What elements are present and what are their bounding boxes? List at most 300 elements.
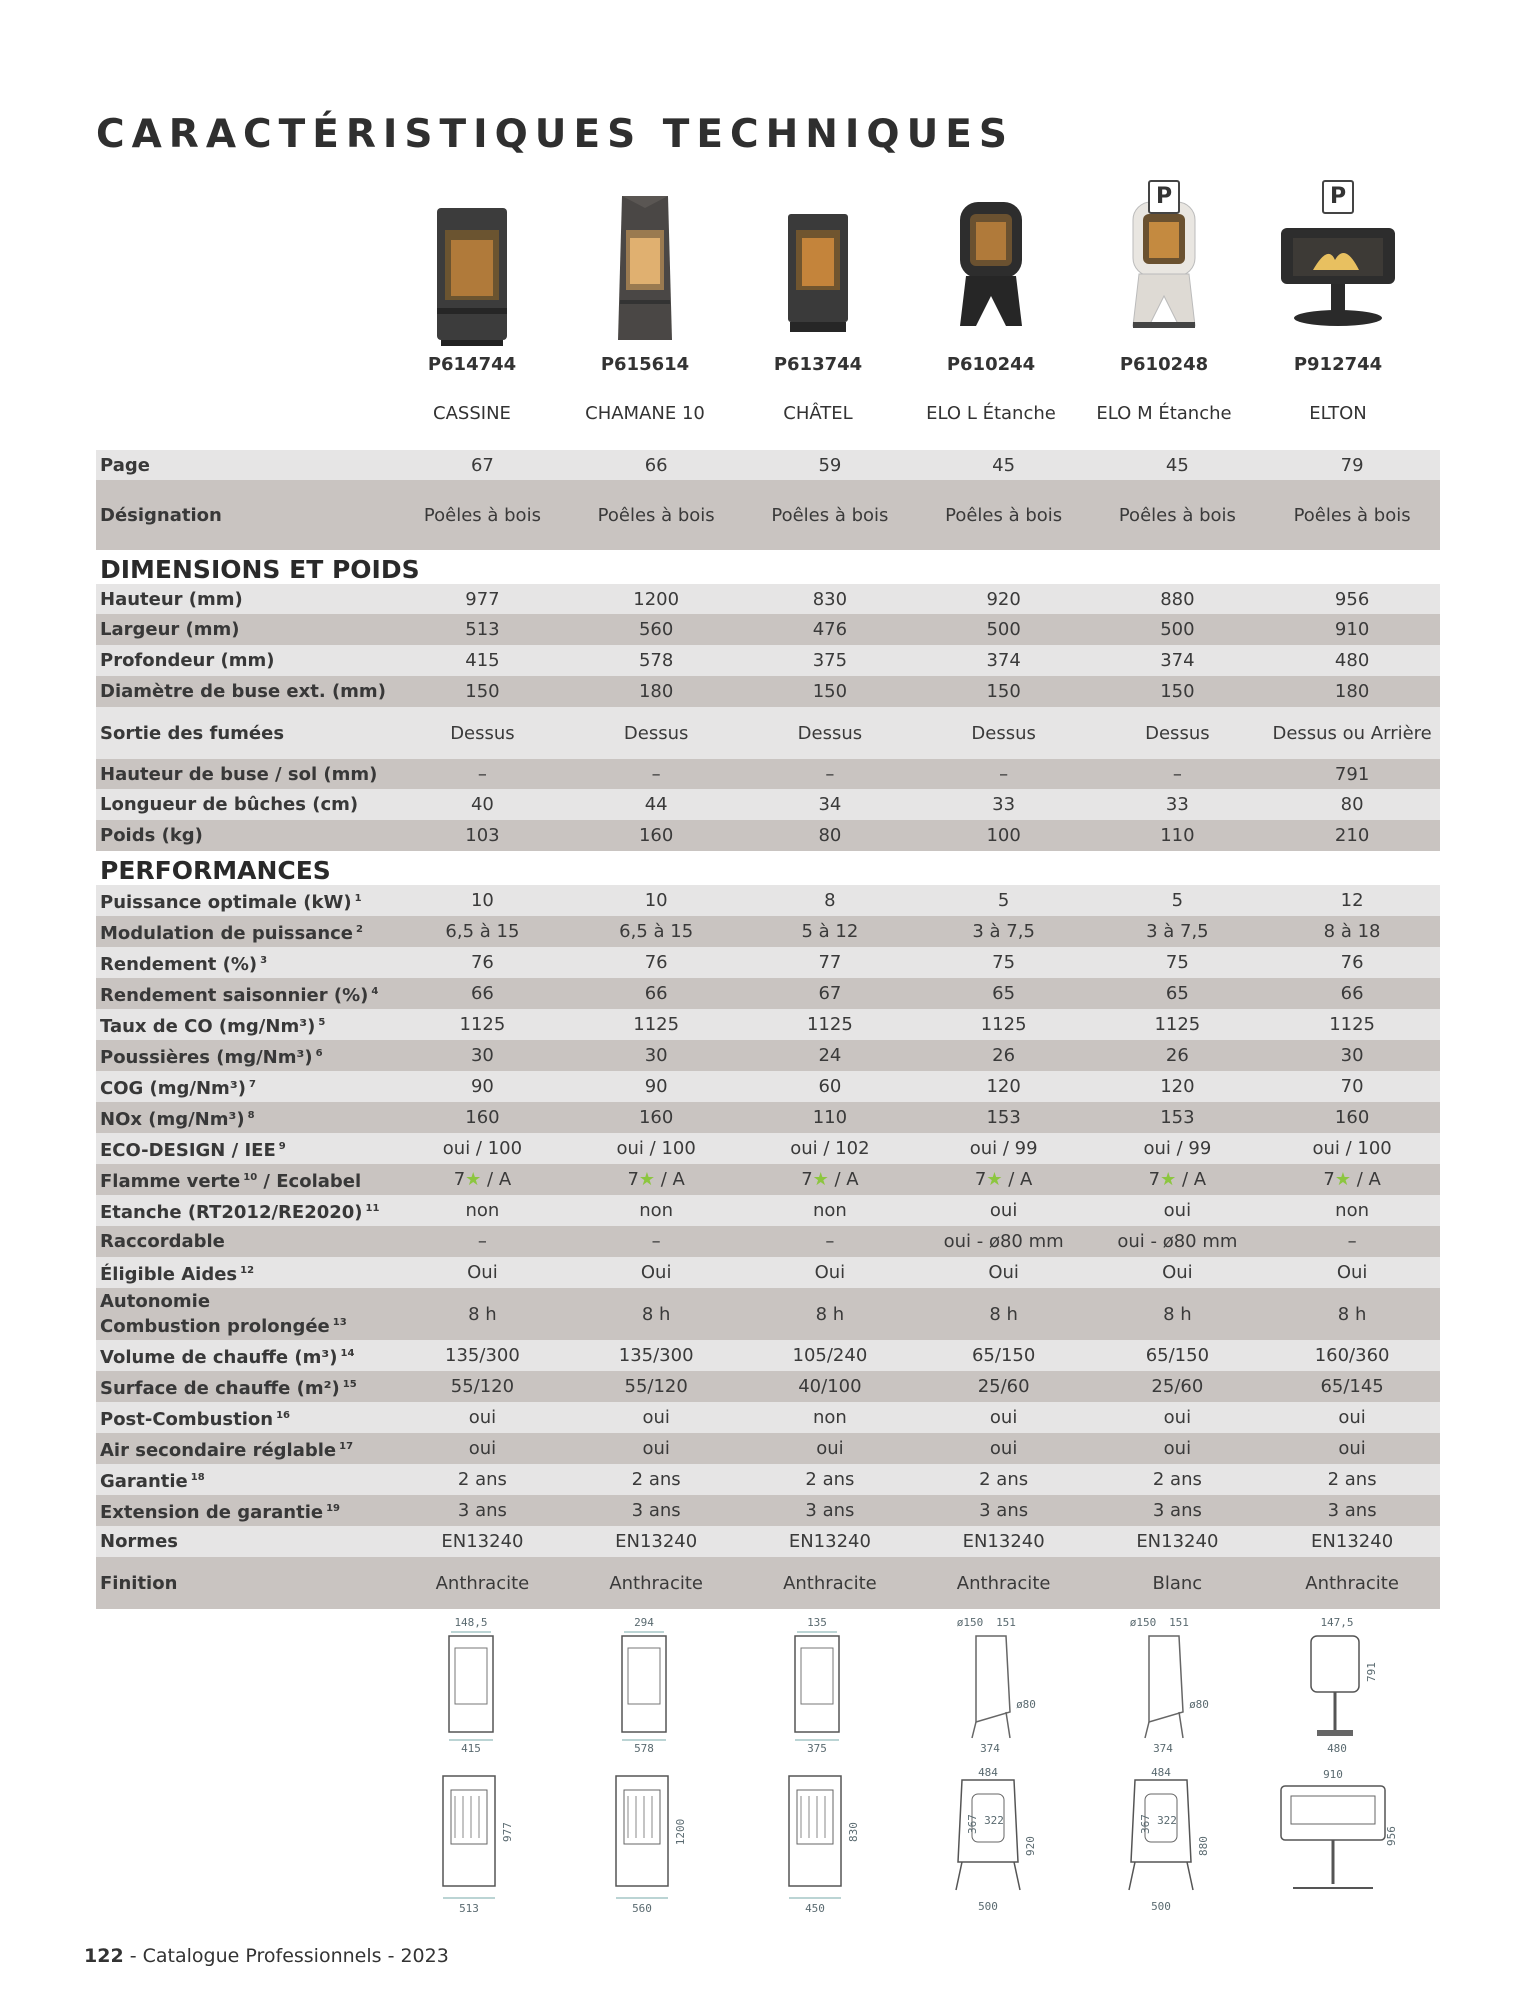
row-label-text: Etanche (RT2012/RE2020) — [100, 1202, 363, 1223]
cell-extension-0: 3 ans — [457, 1500, 507, 1521]
dimension-air-intake: ø80 — [1016, 1698, 1036, 1711]
row-label — [96, 1291, 396, 1337]
cell-extension-3: 3 ans — [979, 1500, 1029, 1521]
cell-rendement_s-3: 65 — [992, 983, 1016, 1004]
cell-surface-1: 55/120 — [624, 1376, 688, 1397]
spec-row-profondeur — [96, 645, 1440, 676]
cell-surface-5: 65/145 — [1320, 1376, 1384, 1397]
product-reference: P615614 — [600, 354, 690, 375]
front-view — [407, 1766, 537, 1920]
dimension-height: 830 — [847, 1822, 860, 1842]
cell-sortie-3: Dessus — [971, 722, 1036, 744]
cell-volume-5: 160/360 — [1314, 1345, 1390, 1366]
dimension-width: 560 — [632, 1902, 652, 1915]
product-name: CASSINE — [433, 403, 511, 424]
spec-row-autonomie — [96, 1288, 1440, 1340]
cell-diametre-5: 180 — [1334, 681, 1370, 702]
row-label — [96, 919, 396, 944]
cell-raccordable-2: – — [825, 1231, 835, 1252]
cell-etanche-1: non — [639, 1200, 674, 1221]
star-icon: ★ — [638, 1169, 656, 1190]
dimension-top: 147,5 — [1320, 1616, 1354, 1629]
cell-air-5: oui — [1338, 1438, 1366, 1459]
cell-profondeur-0: 415 — [465, 650, 500, 671]
cell-surface-0: 55/120 — [450, 1376, 515, 1397]
star-icon: ★ — [986, 1169, 1003, 1190]
cell-co-4: 1125 — [1154, 1014, 1201, 1035]
cell-hauteur-2: 830 — [812, 588, 848, 610]
row-label-text: NOx (mg/Nm³) — [100, 1109, 245, 1130]
ecolabel-value: / A — [1002, 1169, 1033, 1190]
spec-row-eligible — [96, 1257, 1440, 1288]
cell-poids-3: 100 — [986, 825, 1021, 846]
cell-normes-5: EN13240 — [1311, 1531, 1394, 1552]
dimension-height: 880 — [1197, 1836, 1210, 1856]
cell-puissance-0: 10 — [470, 890, 494, 911]
front-view-drawing — [407, 1766, 537, 1916]
dimension-depth: 578 — [634, 1742, 654, 1752]
cell-normes-4: EN13240 — [1136, 1531, 1219, 1552]
cell-raccordable-5: – — [1347, 1231, 1357, 1252]
cell-eligible-1: Oui — [640, 1262, 672, 1283]
cell-air-2: oui — [816, 1438, 844, 1459]
cell-eco-1: oui / 100 — [616, 1138, 696, 1159]
footnote-ref: 7 — [248, 1079, 256, 1090]
spec-row-designation — [96, 480, 1440, 550]
cell-etanche-5: non — [1335, 1200, 1370, 1221]
section-heading-dimensions: DIMENSIONS ET POIDS — [96, 550, 1440, 584]
cell-page-1: 66 — [644, 454, 668, 476]
flamme-value: 7 — [801, 1169, 813, 1190]
spec-row-air — [96, 1433, 1440, 1464]
product-image — [946, 196, 1036, 340]
cell-poussieres-3: 26 — [992, 1045, 1016, 1066]
side-view-drawing — [417, 1612, 527, 1752]
cell-nox-5: 160 — [1334, 1107, 1370, 1128]
cell-garantie-4: 2 ans — [1152, 1469, 1202, 1490]
row-label-text: Hauteur (mm) — [100, 588, 243, 610]
row-label-text: Autonomie — [100, 1291, 211, 1312]
cell-post-4: oui — [1163, 1407, 1192, 1428]
cell-air-4: oui — [1163, 1438, 1192, 1459]
row-label — [96, 1105, 396, 1130]
spec-row-flamme — [96, 1164, 1440, 1195]
cell-garantie-1: 2 ans — [631, 1469, 681, 1490]
product-name: CHÂTEL — [783, 403, 853, 424]
cell-largeur-0: 513 — [465, 619, 500, 640]
cell-page-0: 67 — [470, 454, 494, 476]
cell-co-1: 1125 — [633, 1014, 680, 1035]
cell-etanche-0: non — [465, 1200, 500, 1221]
flamme-value: 7 — [453, 1169, 466, 1190]
dimension-air-intake: ø80 — [1189, 1698, 1209, 1711]
row-label-text: Normes — [100, 1531, 178, 1552]
footnote-ref: 4 — [371, 986, 379, 997]
page-number: 122 — [84, 1945, 124, 1967]
cell-hauteur-5: 956 — [1334, 588, 1370, 610]
cell-modulation-4: 3 à 7,5 — [1146, 921, 1209, 942]
row-label-text: Rendement (%) — [100, 954, 258, 975]
cell-co-2: 1125 — [806, 1014, 853, 1035]
spec-row-poussieres — [96, 1040, 1440, 1071]
star-icon: ★ — [812, 1169, 829, 1190]
side-view — [763, 1612, 873, 1756]
cell-flamme-2 — [743, 1169, 917, 1190]
cell-finition-1: Anthracite — [609, 1572, 703, 1594]
dimension-top: 148,5 — [454, 1616, 488, 1629]
row-label — [96, 1231, 396, 1252]
cell-cog-2: 60 — [818, 1076, 842, 1097]
dimension-depth: 374 — [980, 1742, 1000, 1752]
star-icon: ★ — [1160, 1169, 1177, 1190]
dimension-inner-width: 322 — [984, 1814, 1004, 1827]
dimension-depth: 374 — [1153, 1742, 1173, 1752]
cell-normes-3: EN13240 — [962, 1531, 1045, 1552]
row-label — [96, 1074, 396, 1099]
cell-finition-4: Blanc — [1152, 1572, 1203, 1594]
spec-row-normes — [96, 1526, 1440, 1557]
product-badge: P — [1148, 180, 1180, 214]
cell-diametre-4: 150 — [1160, 681, 1195, 702]
cell-poids-4: 110 — [1160, 825, 1195, 846]
row-label — [96, 1012, 396, 1037]
spec-row-etanche — [96, 1195, 1440, 1226]
row-label-text-2: Combustion prolongée — [100, 1316, 330, 1337]
side-view-drawing — [1283, 1612, 1393, 1752]
product-reference: P613744 — [773, 354, 863, 375]
cell-air-1: oui — [642, 1438, 670, 1459]
side-view-drawing — [590, 1612, 700, 1752]
cell-finition-2: Anthracite — [783, 1572, 877, 1594]
footnote-ref: 19 — [326, 1503, 340, 1514]
cell-cog-4: 120 — [1160, 1076, 1195, 1097]
product-name: ELO L Étanche — [926, 403, 1056, 424]
spec-row-raccordable — [96, 1226, 1440, 1257]
section-heading-performances: PERFORMANCES — [96, 851, 1440, 885]
row-label — [96, 1374, 396, 1399]
footnote-ref: 9 — [278, 1141, 286, 1152]
cell-air-0: oui — [468, 1438, 497, 1459]
row-label-text: Taux de CO (mg/Nm³) — [100, 1016, 316, 1037]
row-label — [96, 1167, 396, 1192]
cell-etanche-3: oui — [989, 1200, 1018, 1221]
spec-row-modulation — [96, 916, 1440, 947]
cell-largeur-4: 500 — [1160, 619, 1195, 640]
cell-extension-2: 3 ans — [805, 1500, 855, 1521]
cell-etanche-4: oui — [1163, 1200, 1192, 1221]
row-label-suffix: / Ecolabel — [257, 1171, 362, 1192]
row-label-text: Raccordable — [100, 1231, 225, 1252]
cell-garantie-3: 2 ans — [979, 1469, 1029, 1490]
flamme-value: 7 — [1323, 1169, 1335, 1190]
cell-hauteur-4: 880 — [1160, 588, 1195, 610]
cell-designation-4: Poêles à bois — [1118, 504, 1236, 526]
cell-raccordable-1: – — [651, 1231, 661, 1252]
dimension-top: 151 — [1169, 1616, 1189, 1629]
front-view-drawing — [753, 1766, 883, 1916]
row-label — [96, 1343, 396, 1368]
cell-autonomie-1: 8 h — [641, 1303, 671, 1325]
dimension-width: 910 — [1323, 1768, 1343, 1781]
side-view — [590, 1612, 700, 1756]
cell-post-5: oui — [1338, 1407, 1366, 1428]
spec-row-garantie — [96, 1464, 1440, 1495]
cell-poussieres-4: 26 — [1165, 1045, 1189, 1066]
cell-rendement-4: 75 — [1165, 952, 1189, 973]
row-label — [96, 825, 396, 846]
dimension-depth: 480 — [1327, 1742, 1347, 1752]
spec-row-volume — [96, 1340, 1440, 1371]
spec-row-largeur — [96, 614, 1440, 645]
cell-hauteur-0: 977 — [465, 588, 500, 610]
spec-row-sortie — [96, 707, 1440, 759]
cell-puissance-2: 8 — [824, 890, 836, 911]
dimension-flue-diameter: ø150 — [956, 1616, 984, 1629]
spec-row-extension — [96, 1495, 1440, 1526]
spec-row-poids — [96, 820, 1440, 851]
side-view — [417, 1612, 527, 1756]
spec-row-longueur — [96, 789, 1440, 820]
cell-puissance-3: 5 — [997, 890, 1010, 911]
row-label-text: Volume de chauffe (m³) — [100, 1347, 338, 1368]
dimension-inner-height: 367 — [966, 1814, 979, 1834]
cell-volume-4: 65/150 — [1145, 1345, 1210, 1366]
cell-profondeur-4: 374 — [1160, 650, 1195, 671]
side-view-drawing — [763, 1612, 873, 1752]
row-label-text: Poids (kg) — [100, 825, 203, 846]
cell-largeur-5: 910 — [1334, 619, 1370, 640]
cell-diametre-2: 150 — [812, 681, 848, 702]
side-view-drawing — [936, 1612, 1046, 1752]
cell-rendement_s-0: 66 — [470, 983, 494, 1004]
cell-normes-1: EN13240 — [615, 1531, 698, 1552]
ecolabel-value: / A — [828, 1169, 859, 1190]
cell-longueur-1: 44 — [644, 794, 668, 815]
cell-designation-5: Poêles à bois — [1293, 504, 1411, 526]
row-label — [96, 1498, 396, 1523]
cell-modulation-1: 6,5 à 15 — [619, 921, 694, 942]
cell-surface-3: 25/60 — [977, 1376, 1030, 1397]
cell-sortie-5: Dessus ou Arrière — [1272, 722, 1432, 744]
row-label — [96, 455, 396, 476]
row-label — [96, 505, 396, 526]
cell-flamme-4 — [1091, 1169, 1265, 1190]
cell-finition-5: Anthracite — [1305, 1572, 1399, 1594]
front-view — [1099, 1766, 1229, 1920]
row-label-text: Poussières (mg/Nm³) — [100, 1047, 313, 1068]
cell-page-4: 45 — [1165, 454, 1189, 476]
product-image — [427, 200, 517, 354]
cell-garantie-5: 2 ans — [1327, 1469, 1377, 1490]
cell-finition-3: Anthracite — [956, 1572, 1051, 1594]
cell-diametre-1: 180 — [638, 681, 674, 702]
cell-cog-1: 90 — [644, 1076, 668, 1097]
dimension-width: 500 — [1151, 1900, 1171, 1913]
front-view-drawing — [1099, 1766, 1229, 1916]
cell-longueur-5: 80 — [1340, 794, 1364, 815]
cell-raccordable-3: oui - ø80 mm — [943, 1231, 1064, 1252]
spec-table — [96, 450, 1440, 1609]
product-badge: P — [1322, 180, 1354, 214]
dimension-top: 294 — [634, 1616, 654, 1629]
cell-longueur-3: 33 — [992, 794, 1016, 815]
spec-row-puissance — [96, 885, 1440, 916]
front-view — [753, 1766, 883, 1920]
spec-row-nox — [96, 1102, 1440, 1133]
dimension-width: 450 — [805, 1902, 825, 1915]
cell-largeur-1: 560 — [638, 619, 674, 640]
footnote-ref: 13 — [332, 1317, 347, 1328]
footnote-ref: 14 — [340, 1348, 355, 1359]
cell-eligible-3: Oui — [988, 1262, 1019, 1283]
cell-raccordable-4: oui - ø80 mm — [1117, 1231, 1238, 1252]
cell-cog-3: 120 — [986, 1076, 1021, 1097]
footnote-ref: 10 — [243, 1172, 258, 1183]
spec-row-diametre — [96, 676, 1440, 707]
product-name: ELTON — [1309, 403, 1367, 424]
cell-modulation-3: 3 à 7,5 — [972, 921, 1035, 942]
row-label-text: Longueur de bûches (cm) — [100, 794, 359, 815]
cell-autonomie-0: 8 h — [468, 1303, 497, 1325]
product-image — [1119, 196, 1209, 340]
cell-autonomie-5: 8 h — [1337, 1303, 1367, 1325]
cell-nox-4: 153 — [1160, 1107, 1195, 1128]
row-label-text: Page — [100, 454, 150, 476]
flamme-value: 7 — [627, 1169, 639, 1190]
cell-volume-3: 65/150 — [971, 1345, 1036, 1366]
cell-profondeur-1: 578 — [638, 650, 674, 671]
footer-sep: - — [129, 1945, 137, 1967]
side-view — [936, 1612, 1046, 1756]
cell-eligible-0: Oui — [467, 1262, 498, 1283]
cell-poussieres-0: 30 — [470, 1045, 494, 1066]
footnote-ref: 17 — [339, 1441, 354, 1452]
footnote-ref: 12 — [240, 1265, 255, 1276]
cell-diametre-3: 150 — [986, 681, 1021, 702]
cell-sortie-4: Dessus — [1145, 722, 1210, 744]
cell-poids-2: 80 — [818, 825, 842, 846]
spec-row-rendement_s — [96, 978, 1440, 1009]
cell-extension-5: 3 ans — [1327, 1500, 1377, 1521]
cell-garantie-0: 2 ans — [457, 1469, 507, 1490]
cell-rendement-2: 77 — [818, 952, 842, 973]
cell-modulation-2: 5 à 12 — [801, 921, 859, 942]
product-image — [1273, 220, 1403, 334]
cell-co-3: 1125 — [980, 1014, 1027, 1035]
cell-puissance-4: 5 — [1171, 890, 1184, 911]
dimension-top: 135 — [807, 1616, 827, 1629]
cell-hauteur_buse-4: – — [1172, 763, 1182, 785]
row-label-text: Post-Combustion — [100, 1409, 274, 1430]
cell-profondeur-3: 374 — [986, 650, 1021, 671]
row-label-text: Modulation de puissance — [100, 923, 354, 944]
row-label — [96, 1136, 396, 1161]
side-view — [1109, 1612, 1219, 1756]
cell-diametre-0: 150 — [465, 681, 500, 702]
front-view — [1273, 1766, 1403, 1920]
cell-cog-5: 70 — [1340, 1076, 1364, 1097]
product-image — [778, 208, 858, 342]
front-view — [926, 1766, 1056, 1920]
cell-autonomie-4: 8 h — [1163, 1303, 1192, 1325]
cell-flamme-5 — [1264, 1169, 1440, 1190]
cell-poussieres-5: 30 — [1340, 1045, 1364, 1066]
cell-page-2: 59 — [818, 454, 842, 476]
product-name: ELO M Étanche — [1096, 403, 1232, 424]
side-view-drawing — [1109, 1612, 1219, 1752]
row-label — [96, 764, 396, 785]
dimension-width: 500 — [978, 1900, 998, 1913]
ecolabel-value: / A — [481, 1169, 512, 1190]
cell-nox-2: 110 — [812, 1107, 848, 1128]
dimension-top-width: 484 — [1151, 1766, 1171, 1779]
star-icon: ★ — [1334, 1169, 1351, 1190]
cell-normes-2: EN13240 — [788, 1531, 871, 1552]
front-view-drawing — [926, 1766, 1056, 1916]
cell-co-5: 1125 — [1329, 1014, 1375, 1035]
dimension-height: 920 — [1024, 1836, 1037, 1856]
cell-post-2: non — [812, 1407, 847, 1428]
row-label — [96, 950, 396, 975]
cell-hauteur_buse-2: – — [825, 763, 835, 785]
cell-longueur-0: 40 — [470, 794, 494, 815]
cell-largeur-2: 476 — [812, 619, 848, 640]
cell-volume-2: 105/240 — [792, 1345, 868, 1366]
spec-row-finition — [96, 1557, 1440, 1609]
cell-etanche-2: non — [812, 1200, 847, 1221]
row-label-text: Diamètre de buse ext. (mm) — [100, 681, 386, 702]
row-label — [96, 1260, 396, 1285]
cell-puissance-1: 10 — [644, 890, 668, 911]
cell-eligible-2: Oui — [814, 1262, 846, 1283]
front-view-drawing — [1273, 1766, 1403, 1916]
product-name: CHAMANE 10 — [585, 403, 705, 424]
cell-flamme-0 — [396, 1169, 570, 1190]
row-label — [96, 888, 396, 913]
cell-hauteur-1: 1200 — [633, 588, 680, 610]
cell-rendement-1: 76 — [644, 952, 668, 973]
cell-designation-1: Poêles à bois — [597, 504, 715, 526]
cell-hauteur_buse-5: 791 — [1334, 763, 1370, 785]
cell-surface-4: 25/60 — [1151, 1376, 1204, 1397]
dimension-depth: 415 — [461, 1742, 481, 1752]
footnote-ref: 2 — [356, 924, 363, 935]
footnote-ref: 6 — [315, 1048, 323, 1059]
cell-rendement-0: 76 — [470, 952, 494, 973]
cell-volume-1: 135/300 — [618, 1345, 694, 1366]
cell-raccordable-0: – — [477, 1231, 487, 1252]
dimension-depth: 375 — [807, 1742, 827, 1752]
cell-normes-0: EN13240 — [441, 1531, 524, 1552]
footnote-ref: 15 — [342, 1379, 357, 1390]
row-label — [96, 981, 396, 1006]
cell-profondeur-2: 375 — [812, 650, 848, 671]
cell-modulation-0: 6,5 à 15 — [445, 921, 520, 942]
dimension-flue-height: 791 — [1365, 1662, 1378, 1682]
row-label — [96, 1043, 396, 1068]
dimension-width: 513 — [459, 1902, 479, 1915]
row-label — [96, 619, 396, 640]
cell-garantie-2: 2 ans — [805, 1469, 855, 1490]
spec-row-post — [96, 1402, 1440, 1433]
cell-post-3: oui — [989, 1407, 1018, 1428]
cell-rendement_s-4: 65 — [1165, 983, 1189, 1004]
row-label — [96, 1467, 396, 1492]
product-reference: P912744 — [1293, 354, 1383, 375]
row-label — [96, 1405, 396, 1430]
ecolabel-value: / A — [655, 1169, 685, 1190]
cell-autonomie-2: 8 h — [815, 1303, 845, 1325]
